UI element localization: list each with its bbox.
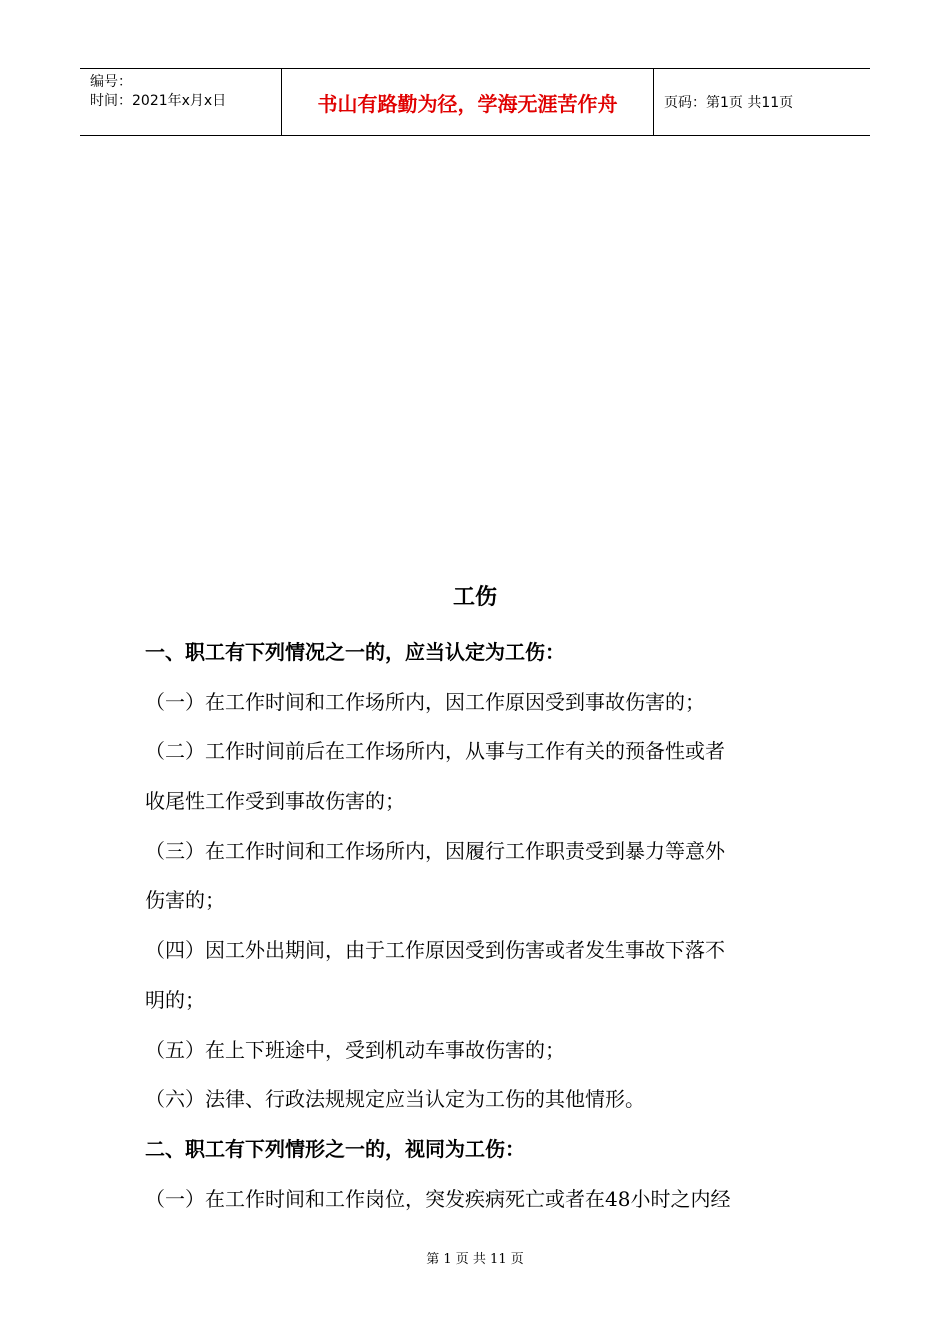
header-page-info-text: 页码：第1页 共11页 [664,95,794,111]
body-line: （二）工作时间前后在工作场所内，从事与工作有关的预备性或者 [145,739,725,764]
page-footer: 第 1 页 共 11 页 [426,1252,524,1267]
document-header [80,68,870,136]
body-line: 伤害的； [145,888,225,913]
body-line: 明的； [145,987,205,1012]
header-motto [281,69,654,135]
body-line: （一）在工作时间和工作岗位，突发疾病死亡或者在48小时之内经 [145,1186,731,1211]
body-line: 二、职工有下列情形之一的，视同为工伤： [145,1136,525,1161]
header-motto-text: 书山有路勤为径，学海无涯苦作舟 [317,91,618,116]
header-number-label: 编号： [90,74,132,90]
header-meta [80,69,281,135]
body-line: 收尾性工作受到事故伤害的； [145,789,405,814]
body-line: （五）在上下班途中，受到机动车事故伤害的； [145,1037,565,1062]
body-line: （三）在工作时间和工作场所内，因履行工作职责受到暴力等意外 [145,838,725,863]
body-line: （四）因工外出期间，由于工作原因受到伤害或者发生事故下落不 [145,938,725,963]
header-time-label: 时间：2021年x月x日 [90,93,227,109]
body-line: 一、职工有下列情况之一的，应当认定为工伤： [145,640,565,664]
document-title: 工伤 [452,585,497,610]
body-line: （六）法律、行政法规规定应当认定为工伤的其他情形。 [145,1087,645,1112]
header-page-info [654,69,870,135]
body-line: （一）在工作时间和工作场所内，因工作原因受到事故伤害的； [145,689,705,714]
document-body [145,628,815,1224]
